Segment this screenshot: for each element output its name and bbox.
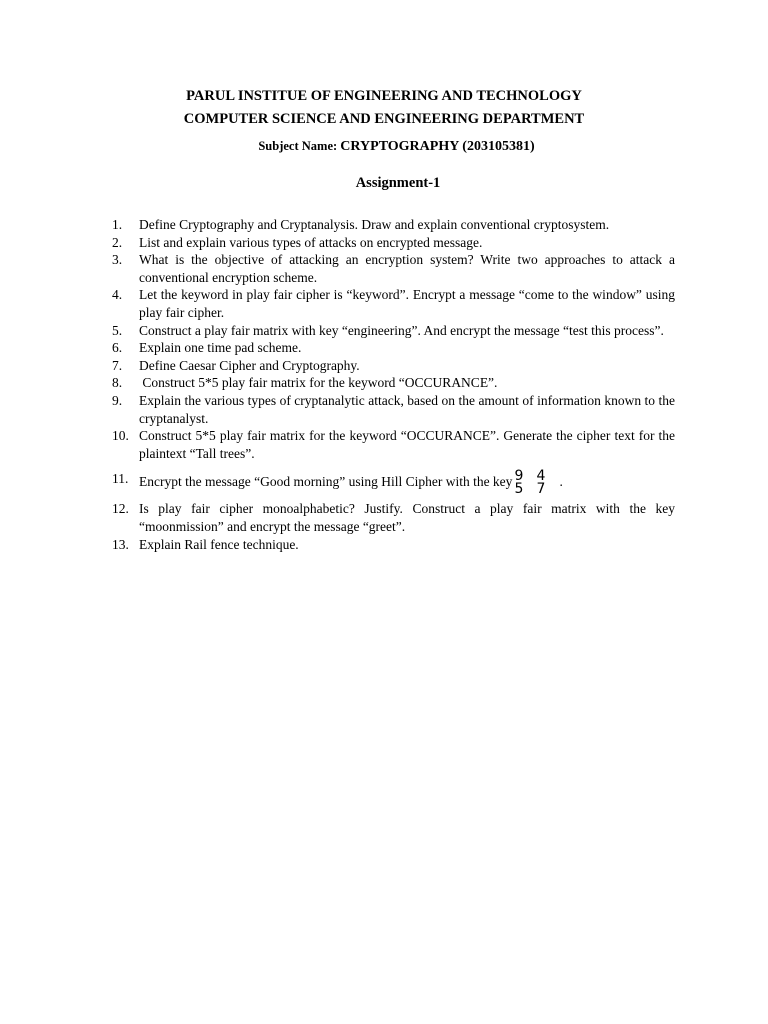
key-cell: 4	[536, 468, 546, 485]
question-number: 4.	[112, 287, 123, 303]
subject-value: CRYPTOGRAPHY (203105381)	[340, 139, 535, 154]
question-list	[112, 216, 675, 553]
hill-key-matrix	[514, 470, 558, 496]
question-text: List and explain various types of attacks on encrypted message.	[139, 234, 483, 250]
question-text-with-key	[139, 470, 675, 496]
assignment-title: Assignment-1	[355, 175, 441, 191]
question-number: 1.	[112, 217, 123, 232]
question-number: 6.	[112, 340, 123, 356]
question-text: Let the keyword in play fair cipher is “keyword”. Encrypt a message “come to the window” using play fair cipher.	[139, 287, 675, 320]
question-number: 13.	[112, 536, 129, 552]
question-item	[112, 339, 675, 357]
institute-name: PARUL INSTITUE OF ENGINEERING AND TECHNOLOGY	[186, 88, 582, 104]
question-text: Explain Rail fence technique.	[139, 536, 299, 552]
question-item	[112, 357, 675, 375]
key-cell: 7	[536, 481, 546, 498]
question-text: What is the objective of attacking an encryption system? Write two approaches to attack a conventional encryption scheme.	[139, 252, 675, 285]
subject-label: Subject Name:	[258, 139, 341, 153]
question-item	[112, 322, 675, 340]
key-cell: 5	[514, 481, 524, 498]
subject-line	[0, 136, 768, 157]
question-number: 8.	[112, 375, 123, 391]
question-number: 3.	[112, 252, 123, 268]
question-number: 12.	[112, 501, 129, 517]
question-item	[112, 251, 675, 286]
question-item	[112, 234, 675, 252]
key-row	[514, 483, 558, 496]
question-number: 7.	[112, 357, 123, 373]
document-header	[0, 86, 768, 192]
question-number: 10.	[112, 428, 129, 444]
key-cell: 9	[514, 468, 524, 485]
question-item	[112, 536, 675, 554]
question-text: Construct 5*5 play fair matrix for the keyword “OCCURANCE”.	[139, 375, 498, 391]
question-number: 2.	[112, 234, 123, 250]
department-name: COMPUTER SCIENCE AND ENGINEERING DEPARTMENT	[183, 111, 585, 127]
question-number: 5.	[112, 322, 123, 338]
question-item	[112, 500, 675, 535]
question-text: Explain the various types of cryptanalytic attack, based on the amount of information known to the cryptanalyst.	[139, 392, 675, 426]
question-item	[112, 374, 675, 392]
question-number: 11.	[112, 471, 129, 487]
question-item	[112, 470, 675, 496]
question-item	[112, 427, 675, 462]
question-text: Construct 5*5 play fair matrix for the keyword “OCCURANCE”. Generate the cipher text for the plaintext “Tall trees”.	[139, 428, 675, 461]
question-text: Define Cryptography and Cryptanalysis. Draw and explain conventional cryptosystem.	[139, 217, 610, 232]
question-item	[112, 216, 675, 234]
question-text: Is play fair cipher monoalphabetic? Justify. Construct a play fair matrix with the key “moonmission” and encrypt the message “greet”.	[139, 501, 675, 534]
question-text: Define Caesar Cipher and Cryptography.	[139, 357, 360, 373]
question-text: Construct a play fair matrix with key “engineering”. And encrypt the message “test this process”.	[139, 322, 664, 338]
question-text: Encrypt the message “Good morning” using Hill Cipher with the key	[139, 474, 513, 490]
question-text: Explain one time pad scheme.	[139, 340, 302, 356]
question-item	[112, 286, 675, 321]
question-suffix: .	[559, 474, 563, 490]
question-number: 9.	[112, 392, 123, 408]
question-item	[112, 392, 675, 427]
